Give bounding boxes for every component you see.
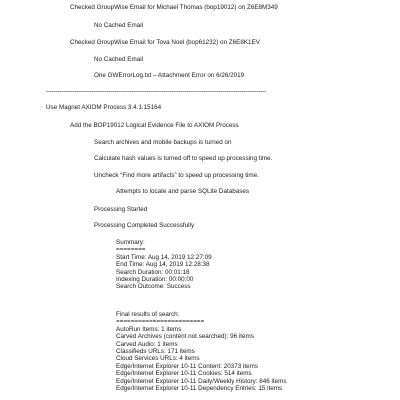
log-line-add-evidence: Add the BOP19012 Logical Evidence File to AXIOM Process bbox=[70, 122, 239, 129]
log-line-error-attachment: One GWErrorLog.txt – Attachment Error on 6/26/2019 bbox=[94, 72, 245, 79]
summary-end-time: End Time: Aug 14, 2019 12:28:38 bbox=[116, 261, 210, 269]
result-item: Edge/Internet Explorer 10-11 Dependency Entries: 15 items bbox=[116, 385, 283, 393]
result-item: AutoRun Items: 1 items bbox=[116, 325, 182, 333]
log-line-groupwise-tova: Checked GroupWise Email for Tova Noel (bop61232) on Z6E8K1EV bbox=[70, 39, 260, 46]
log-line-uncheck-artifacts: Uncheck “Find more artifacts” to speed up processing time. bbox=[94, 172, 259, 179]
summary-start-time: Start Time: Aug 14, 2019 12:27:09 bbox=[116, 253, 212, 261]
result-item: Edge/Internet Explorer 10-11 Cookies: 514 items bbox=[116, 370, 252, 378]
results-underline: ======================== bbox=[116, 318, 205, 326]
log-line-no-cached-email-2: No Cached Email bbox=[94, 56, 143, 63]
summary-block bbox=[116, 239, 212, 291]
results-block bbox=[116, 311, 287, 392]
log-line-processing-completed: Processing Completed Successfully bbox=[94, 222, 195, 229]
results-heading: Final results of search: bbox=[116, 311, 180, 318]
log-line-processing-started: Processing Started bbox=[94, 206, 148, 213]
result-item: Carved Archives (content not searched): 96 items bbox=[116, 333, 254, 341]
log-line-hash-values: Calculate hash values is turned off to speed up processing time. bbox=[94, 155, 273, 162]
summary-indexing-duration: Indexing Duration: 00:00:00 bbox=[116, 276, 194, 284]
result-item: Cloud Services URLs: 4 items bbox=[116, 355, 200, 363]
result-item: Carved Audio: 1 items bbox=[116, 340, 178, 348]
result-item: Classifieds URLs: 171 items bbox=[116, 348, 195, 356]
separator-line: -------------------------------------------------------------------------------------------------------------------- bbox=[46, 88, 267, 95]
summary-search-duration: Search Duration: 00:01:18 bbox=[116, 268, 190, 276]
result-item: Edge/Internet Explorer 10-11 Content: 20373 items bbox=[116, 362, 258, 370]
log-line-groupwise-michael: Checked GroupWise Email for Michael Thomas (bop19012) on Z6E8M349 bbox=[70, 4, 278, 11]
log-line-no-cached-email-1: No Cached Email bbox=[94, 22, 143, 29]
log-line-axiom-version: Use Magnet AXIOM Process 3.4.1.15164 bbox=[46, 104, 162, 111]
summary-underline: ======== bbox=[116, 246, 146, 254]
log-line-search-archives: Search archives and mobile backups is turned on bbox=[94, 139, 232, 146]
result-item: Edge/Internet Explorer 10-11 Daily/Weekly History: 846 items bbox=[116, 377, 287, 385]
summary-search-outcome: Search Outcome: Success bbox=[116, 283, 191, 291]
log-line-sqlite: Attempts to locate and parse SQLite Databases bbox=[116, 188, 250, 195]
summary-heading: Summary: bbox=[116, 239, 145, 246]
